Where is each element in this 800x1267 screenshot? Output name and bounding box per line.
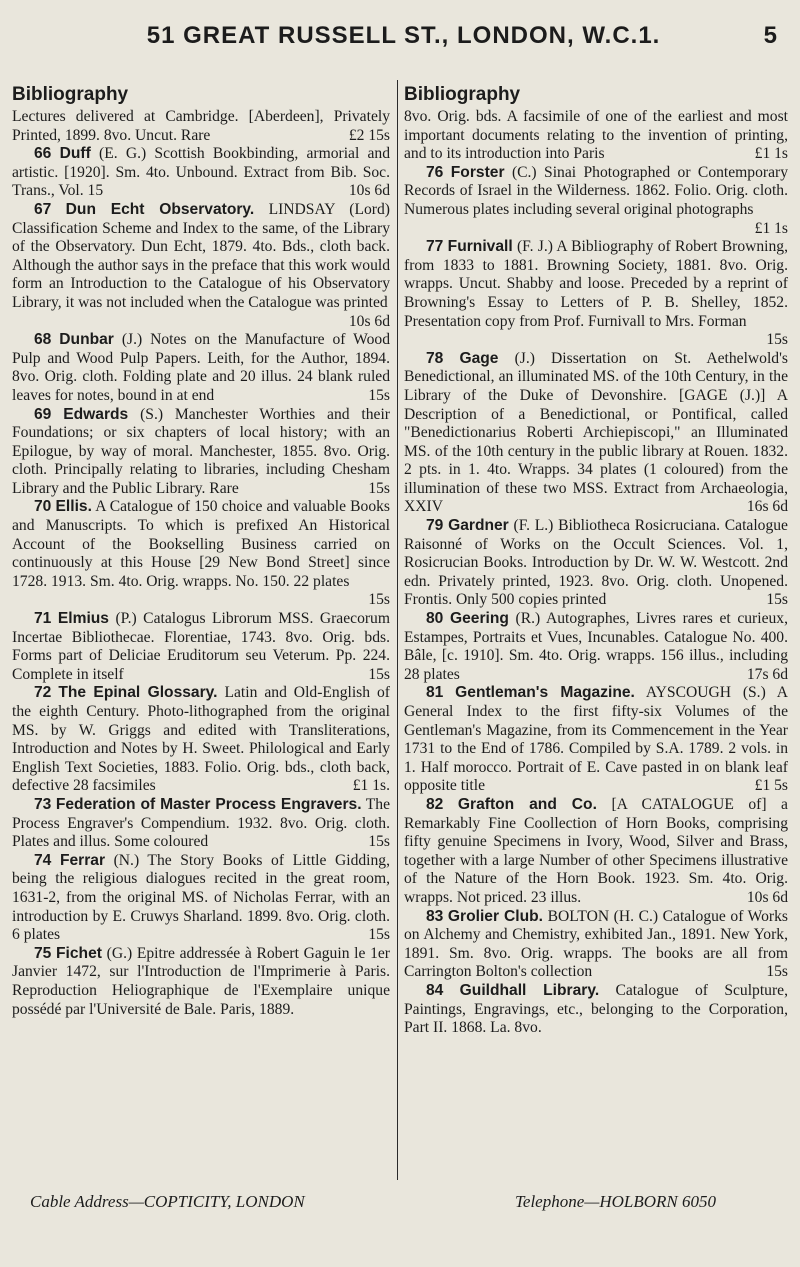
entry-text: (S.) Manchester Worthies and their Foundations; or six chapters of local history; with an Epilogue, by way of moral. Manchester, 1855. 8vo. Orig. cloth. Principally relating to libraries, including Chesham Library and the Public Library. Rare: [12, 405, 390, 497]
entry-price: 15s: [766, 331, 788, 349]
catalogue-entry: [404, 350, 788, 517]
intro-entry: [12, 108, 390, 145]
entry-price: £1 1s: [754, 145, 788, 163]
entry-heading: Gage: [459, 349, 499, 367]
entry-number: 74: [34, 851, 52, 869]
entry-price: 10s 6d: [348, 182, 390, 200]
entry-price: 15s: [766, 591, 788, 609]
entry-text: (C.) Sinai Photographed or Contemporary Records of Israel in the Wilderness. 1862. Folio. Orig. cloth. Numerous plates including several original photographs: [404, 163, 788, 218]
entry-number: 82: [426, 795, 444, 813]
catalogue-entry: [12, 610, 390, 684]
entry-price: 15s: [368, 591, 390, 609]
entry-heading: Furnivall: [447, 238, 513, 256]
intro-entry: [404, 108, 788, 164]
entry-price: 10s 6d: [746, 888, 788, 906]
entry-heading: Guildhall Library.: [459, 981, 600, 999]
entry-text: (J.) Notes on the Manufacture of Wood Pulp and Wood Pulp Papers. Leith, for the Author, 1894. 8vo. Orig. cloth. Folding plate and 20 illus. 24 blank ruled leaves for notes, bound in at end: [12, 331, 390, 404]
entry-heading: Duff: [59, 145, 91, 163]
entry-text: (F. L.) Bibliotheca Rosicruciana. Catalogue Raisonné of Works on the Occult Sciences. Vol. 1, Rosicrucian Books. Introduction by Dr. W. W. Westcott. 2nd edn. Privately printed, 1923. 8vo. Orig. cloth. Unopened. Frontis. Only 500 copies printed: [404, 517, 788, 609]
catalogue-entry: [12, 406, 390, 499]
entry-number: 69: [34, 405, 52, 423]
header-right: ST., LONDON, W.C.1.: [404, 22, 661, 49]
entry-number: 83: [426, 907, 444, 925]
entry-price: £2 15s: [348, 126, 390, 144]
entry-text: Catalogue of Sculpture, Paintings, Engravings, etc., belonging to the Corporation, Part II. 1868. La. 8vo.: [404, 981, 788, 1037]
entry-number: 80: [426, 610, 444, 628]
entry-heading: Edwards: [63, 405, 129, 423]
entry-heading: Geering: [449, 610, 509, 628]
entry-heading: Ellis.: [55, 498, 92, 516]
entry-number: 78: [426, 349, 444, 367]
entry-price: £1 1s.: [352, 777, 390, 795]
catalogue-entry: [404, 982, 788, 1038]
catalogue-entry: [12, 498, 390, 610]
entry-heading: Gardner: [448, 517, 509, 535]
entry-price: 15s: [368, 833, 390, 851]
entry-price: 15s: [368, 479, 390, 497]
entry-price: 15s: [368, 386, 390, 404]
entry-heading: The Epinal Glossary.: [58, 684, 218, 702]
catalogue-entry: [404, 238, 788, 350]
entry-number: 70: [34, 498, 52, 516]
catalogue-entry: [12, 852, 390, 945]
catalogue-entry: [12, 796, 390, 852]
footer-cable-address: Cable Address—COPTICITY, LONDON: [30, 1192, 305, 1211]
entry-text: (F. J.) A Bibliography of Robert Browning, from 1833 to 1881. Browning Society, 1881. 8vo. Orig. wrapps. Uncut. Shabby and loose. Preceded by a reprint of Browning's Essay to Letters of P. B. Shelley, 1852. Presentation copy from Prof. Furnivall to Mrs. Forman: [404, 238, 789, 330]
intro-text: Lectures delivered at Cambridge. [Aberdeen], Privately Printed, 1899. 8vo. Uncut. Rare: [12, 108, 390, 144]
entry-number: 66: [34, 145, 52, 163]
page-number: 5: [763, 22, 778, 49]
entry-number: 72: [34, 684, 52, 702]
entry-text: (N.) The Story Books of Little Gidding, being the religious dialogues recited in the great room, 1631-2, from the original MS. of Nicholas Ferrar, with an introduction by E. Cruwys Sharland. 1899. 8vo. Orig. cloth. 6 plates: [12, 851, 390, 944]
entry-number: 81: [426, 684, 444, 702]
catalogue-entry: [12, 145, 390, 201]
catalogue-entry: [404, 610, 788, 684]
section-title: Bibliography: [12, 84, 129, 105]
column-divider: [397, 80, 398, 1180]
entry-text: BOLTON (H. C.) Catalogue of Works on Alchemy and Chemistry, exhibited Jan., 1891. New York, 1891. Sm. 8vo. Orig. wrapps. The books are all from Carrington Bolton's collection: [404, 907, 788, 981]
entry-number: 75: [34, 944, 52, 962]
entry-number: 71: [34, 610, 52, 628]
entry-price: 10s 6d: [348, 312, 390, 330]
left-column: [12, 84, 390, 1019]
entry-text: (G.) Epitre addressée à Robert Gaguin le 1er Janvier 1472, sur l'Introduction de l'Imprimerie à Paris. Reproduction Heliographique de l'Exemplaire unique possédé par l'Université de Bale. Paris, 1889.: [12, 944, 390, 1018]
entry-price: 15s: [766, 963, 788, 981]
catalogue-entry: [12, 684, 390, 796]
intro-text: 8vo. Orig. bds. A facsimile of one of the earliest and most important documents relating to the invention of printing, and to its introduction into Paris: [404, 108, 788, 163]
entry-number: 67: [34, 200, 52, 218]
entry-text: Latin and Old-English of the eighth Century. Photo-lithographed from the original MS. by W. Griggs and edited with Transliterations, Introduction and Notes by H. Sweet. Philological and Early English Text Societies, 1883. Folio. Orig. bds., cloth back, defective 28 facsimiles: [12, 684, 390, 795]
catalogue-entry: [404, 908, 788, 982]
catalogue-entry: [404, 164, 788, 238]
entry-price: £1 5s: [754, 777, 788, 795]
right-column: [404, 84, 788, 1038]
entry-heading: Gentleman's Magazine.: [455, 684, 635, 702]
catalogue-entry: [404, 796, 788, 908]
entry-text: (E. G.) Scottish Bookbinding, armorial and artistic. [1920]. Sm. 4to. Unbound. Extract from Bib. Soc. Trans., Vol. 15: [12, 145, 391, 200]
entry-price: 15s: [368, 926, 390, 944]
entry-heading: Fichet: [56, 944, 102, 962]
entry-number: 73: [34, 795, 52, 813]
entry-number: 79: [426, 517, 444, 535]
entry-price: 15s: [368, 665, 390, 683]
entry-text: AYSCOUGH (S.) A General Index to the first fifty-six Volumes of the Gentleman's Magazine, from its Commencement in the Year 1731 to the End of 1786. Compiled by S.A. 1789. 2 vols. in 1. Half morocco. Portrait of E. Cave pasted in on blank leaf opposite title: [404, 684, 788, 795]
entry-list: [404, 164, 788, 1038]
entry-heading: Federation of Master Process Engravers.: [55, 795, 362, 813]
entry-heading: Forster: [450, 163, 505, 181]
entry-number: 76: [426, 163, 444, 181]
catalogue-entry: [404, 517, 788, 610]
entry-heading: Grolier Club.: [447, 907, 544, 925]
entry-number: 68: [34, 331, 52, 349]
entry-text: (R.) Autographes, Livres rares et curieux, Estampes, Portraits et Vues, Incunables. Catalogue No. 400. Bâle, [c. 1910]. Sm. 4to. Orig. wrapps. 156 illus., including 28 plates: [404, 610, 788, 683]
entry-number: 84: [426, 981, 444, 999]
catalogue-entry: [404, 684, 788, 796]
entry-heading: Dunbar: [59, 331, 114, 349]
catalogue-entry: [12, 201, 390, 331]
entry-price: £1 1s: [754, 219, 788, 237]
catalogue-entry: [12, 945, 390, 1019]
entry-text: (J.) Dissertation on St. Aethelwold's Benedictional, an illuminated MS. of the 10th Century, in the Library of the Duke of Devonshire. [GAGE (J.)] A Description of a Benedictional, or Pontifical, called "Benedictionarius Roberti Archiepiscopi," an Illuminated MS. of the 10th century in the public library at Rouen. 1832. 2 pts. in 1. 4to. Wrapps. 34 plates (1 coloured) from the illumination of these two MSS. Extract from Archaeologia, XXIV: [404, 349, 788, 516]
entry-price: 17s 6d: [746, 665, 788, 683]
entry-text: (P.) Catalogus Librorum MSS. Graecorum Incertae Bibliothecae. Florentiae, 1743. 8vo. Orig. bds. Forms part of Deliciae Eruditorum seu Veterum. Pp. 224. Complete in itself: [12, 610, 390, 683]
footer-telephone: Telephone—HOLBORN 6050: [515, 1192, 717, 1211]
catalogue-entry: [12, 331, 390, 405]
entry-text: LINDSAY (Lord) Classification Scheme and Index to the same, of the Library of the Observatory. Dun Echt, 1879. 4to. Bds., cloth back. Although the author says in the preface that this work would form an Introduction to the Catalogue of his Observatory Library, it was not included when the Catalogue was printed: [12, 200, 390, 311]
section-title: Bibliography: [404, 84, 521, 105]
entry-heading: Elmius: [57, 610, 109, 628]
entry-heading: Dun Echt Observatory.: [65, 200, 255, 218]
entry-number: 77: [426, 238, 444, 256]
entry-text: The Process Engraver's Compendium. 1932. 8vo. Orig. cloth. Plates and illus. Some coloured: [12, 795, 391, 851]
entry-text: A Catalogue of 150 choice and valuable Books and Manuscripts. To which is prefixed An Historical Account of the Bookselling Business carried on continuously at this House [29 New Bond Street] since 1728. 1913. Sm. 4to. Orig. wrapps. No. 150. 22 plates: [12, 498, 390, 590]
entry-price: 16s 6d: [746, 498, 788, 516]
header-left: 51 GREAT RUSSELL: [146, 22, 397, 49]
entry-list: [12, 145, 390, 1019]
entry-heading: Grafton and Co.: [457, 795, 597, 813]
entry-heading: Ferrar: [59, 851, 106, 869]
entry-text: [A CATALOGUE of] a Remarkably Fine Coollection of Horn Books, comprising fifty genuine Specimens in Ivory, Wood, Silver and Brass, together with a large Number of other Specimens illustrative of the Nature of the Horn Book. 1923. Sm. 4to. Orig. wrapps. Not priced. 23 illus.: [404, 795, 788, 906]
